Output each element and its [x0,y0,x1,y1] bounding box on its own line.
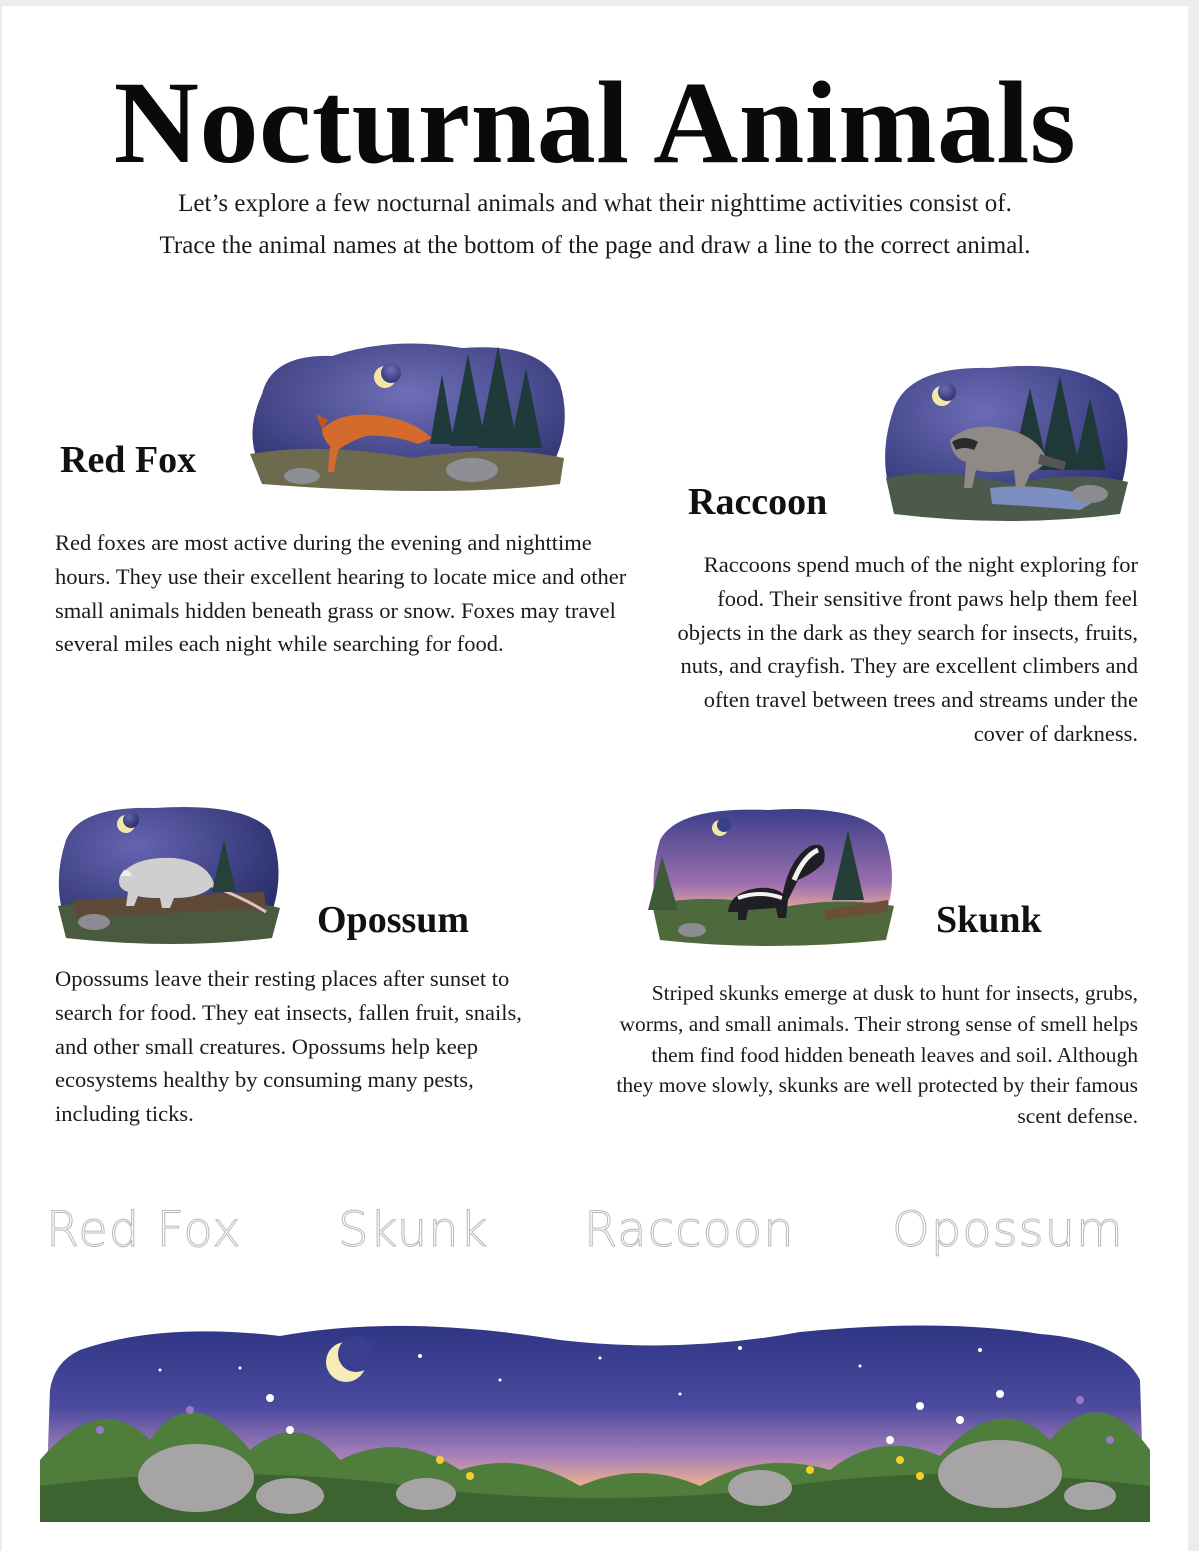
skunk-illustration [648,800,898,950]
page-title: Nocturnal Animals [113,57,1077,188]
red-fox-illustration [242,334,572,496]
opossum-illustration [54,800,284,946]
trace-word-skunk[interactable]: Skunk [338,1202,489,1258]
trace-words-row [2,1202,1188,1272]
opossum-description: Opossums leave their resting places after sunset to search for food. They eat insects, fallen fruit, snails, and other small creatures. Opossums help keep ecosystems healthy by consuming many pests, including ticks. [55,966,522,1127]
trace-word-red-fox[interactable]: Red Fox [46,1202,242,1258]
intro-line-1: Let’s explore a few nocturnal animals and what their nighttime activities consist of. [178,190,1012,217]
worksheet-page [2,6,1188,1551]
intro-line-2: Trace the animal names at the bottom of the page and draw a line to the correct animal. [159,232,1031,259]
raccoon-illustration [880,358,1134,526]
red-fox-description: Red foxes are most active during the evening and nighttime hours. They use their excellent hearing to locate mice and other small animals hidden beneath grass or snow. Foxes may travel several miles each night while searching for food. [55,530,627,657]
trace-word-opossum[interactable]: Opossum [892,1202,1124,1258]
trace-word-raccoon[interactable]: Raccoon [584,1202,795,1258]
skunk-name: Skunk [936,899,1042,941]
raccoon-name: Raccoon [688,481,828,523]
skunk-description: Striped skunks emerge at dusk to hunt for insects, grubs, worms, and small animals. Their strong sense of smell helps them find food hidden beneath leaves and soil. Although they move slowly, skunks are well protected by their famous scent defense. [616,981,1138,1129]
raccoon-description: Raccoons spend much of the night exploring for food. Their sensitive front paws help them feel objects in the dark as they search for insects, fruits, nuts, and crayfish. They are excellent climbers and often travel between trees and streams under the cover of darkness. [677,552,1138,746]
red-fox-name: Red Fox [60,439,197,481]
night-meadow-banner [40,1310,1150,1522]
opossum-name: Opossum [317,899,470,941]
